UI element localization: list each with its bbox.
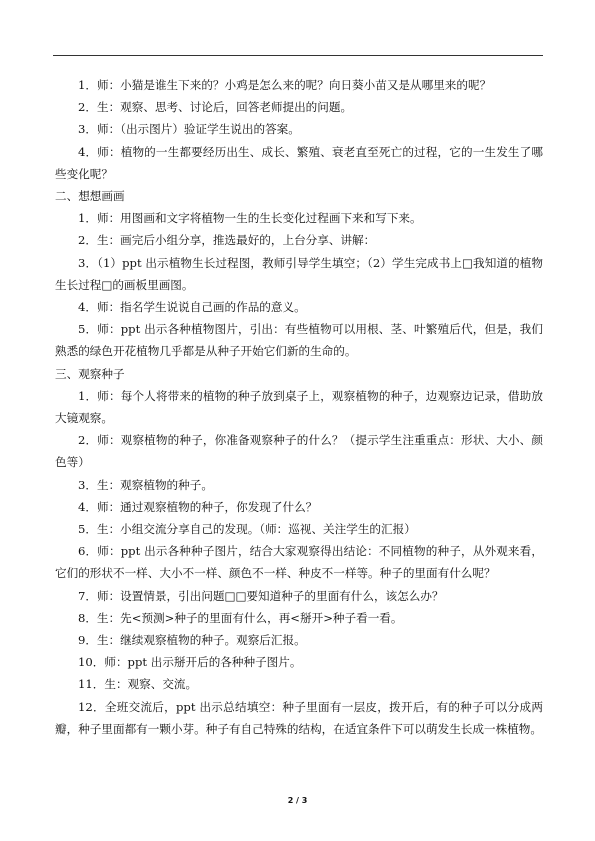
paragraph: 6．师：ppt 出示各种种子图片，结合大家观察得出结论：不同植物的种子，从外观来看，它们的形状不一样、大小不一样、颜色不一样、种皮不一样等。种子的里面有什么呢？ — [55, 544, 543, 581]
paragraph: 8．生：先<预测>种子的里面有什么，再<掰开>种子看一看。 — [78, 610, 403, 625]
paragraph: 1．师：每个人将带来的植物的种子放到桌子上，观察植物的种子，边观察边记录，借助放大镜观察。 — [55, 388, 543, 426]
paragraph: 1．师：用图画和文字将植物一生的生长变化过程画下来和写下来。 — [78, 211, 422, 226]
paragraph: 2．生：观察、思考、讨论后，回答老师提出的问题。 — [78, 100, 353, 115]
section-heading: 二、想想画画 — [55, 189, 125, 204]
header-rule — [53, 55, 543, 56]
paragraph: 9．生：继续观察植物的种子。观察后汇报。 — [78, 633, 306, 648]
paragraph: 4．师：植物的一生都要经历出生、成长、繁殖、衰老直至死亡的过程，它的一生发生了哪些变化呢？ — [55, 144, 543, 181]
paragraph: 4．师：通过观察植物的种子，你发现了什么？ — [78, 499, 318, 514]
paragraph: 12．全班交流后，ppt 出示总结填空：种子里面有一层皮，拨开后，有的种子可以分成两瓣，种子里面都有一颗小芽。种子有自己特殊的结构，在适宜条件下可以萌发生长成一株植物。 — [55, 699, 543, 736]
paragraph: 11．生：观察、交流。 — [78, 677, 198, 692]
document-body — [55, 74, 543, 740]
paragraph: 3．（1）ppt 出示植物生长过程图，教师引导学生填空；（2）学生完成书上□我知道的植物生长过程□的画板里画图。 — [55, 255, 543, 292]
section-heading: 三、观察种子 — [55, 366, 125, 381]
page-number: 2 / 3 — [287, 796, 308, 805]
paragraph: 10．师：ppt 出示掰开后的各种种子图片。 — [78, 655, 302, 670]
paragraph: 7．师：设置情景，引出问题□□要知道种子的里面有什么，该怎么办？ — [78, 588, 444, 603]
paragraph: 1．师：小猫是谁生下来的？小鸡是怎么来的呢？向日葵小苗又是从哪里来的呢？ — [78, 78, 492, 92]
paragraph: 5．生：小组交流分享自己的发现。（师：巡视、关注学生的汇报） — [78, 522, 416, 537]
paragraph: 3．师：（出示图片）验证学生说出的答案。 — [78, 122, 300, 137]
paragraph: 4．师：指名学生说说自己画的作品的意义。 — [78, 300, 306, 315]
paragraph: 3．生：观察植物的种子。 — [78, 477, 213, 492]
paragraph: 5．师：ppt 出示各种植物图片，引出：有些植物可以用根、茎、叶繁殖后代，但是，我们熟悉的绿色开花植物几乎都是从种子开始它们新的生命的。 — [55, 322, 543, 359]
paragraph: 2．生：画完后小组分享，推选最好的，上台分享、讲解： — [78, 233, 376, 248]
paragraph: 2．师：观察植物的种子，你准备观察种子的什么？（提示学生注重重点：形状、大小、颜色等） — [55, 433, 543, 470]
